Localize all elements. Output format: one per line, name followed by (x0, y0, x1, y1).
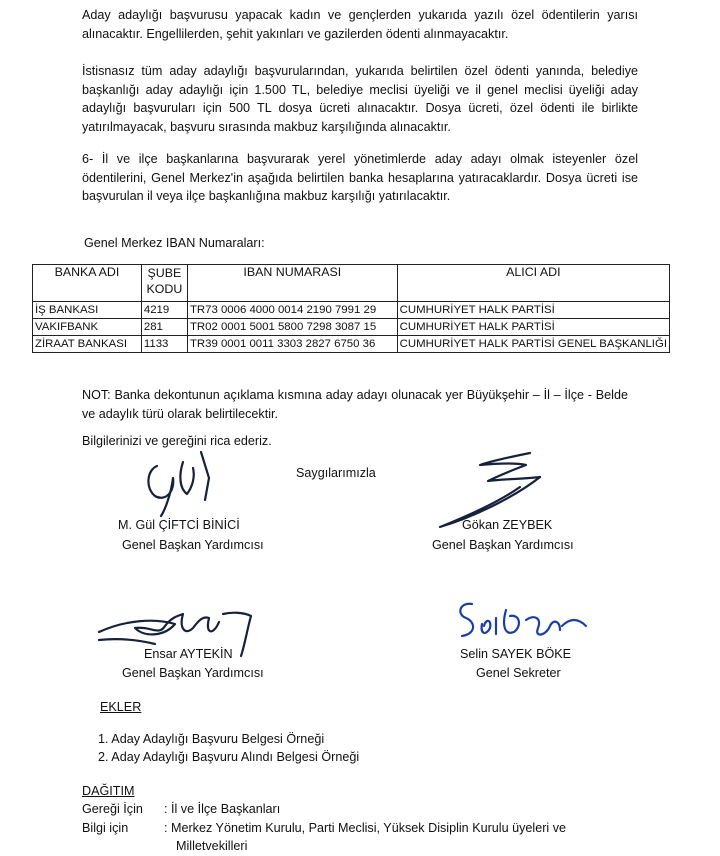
distribution-value-2: : Merkez Yönetim Kurulu, Parti Meclisi, Yüksek Disiplin Kurulu üyeleri ve (164, 821, 566, 835)
table-row (33, 319, 670, 336)
signatory-4-title: Genel Sekreter (476, 666, 561, 680)
cell-bank: ZİRAAT BANKASI (33, 336, 142, 353)
signatory-1-name: M. Gül ÇİFTCİ BİNİCİ (118, 518, 240, 532)
distribution-label-1: Gereği İçin (82, 802, 143, 816)
cell-iban: TR73 0006 4000 0014 2190 7991 29 (187, 302, 397, 319)
closing-text: Saygılarımızla (296, 466, 376, 480)
paragraph-bank-payment: 6- İl ve ilçe başkanlarına başvurarak yerel yönetimlerde aday adayı olmak isteyenler özel ödentilerini, Genel Merkez'in aşağıda belirtilen banka hesaplarına yatıracaklardır. Dosya ücreti ise başvurulan il veya ilçe başkanlığına makbuz karşılığı yatırılacaktır. (82, 152, 638, 203)
cell-iban: TR02 0001 5001 5800 7298 3087 15 (187, 319, 397, 336)
distribution-value-1: : İl ve İlçe Başkanları (164, 802, 281, 816)
note-text: NOT: Banka dekontunun açıklama kısmına aday adayı olunacak yer Büyükşehir – İl – İlçe - Belde ve adaylık türü olarak belirtilecektir. (82, 388, 628, 421)
distribution-label-2: Bilgi için (82, 821, 129, 835)
table-row (33, 302, 670, 319)
header-iban: IBAN NUMARASI (187, 265, 397, 302)
cell-branch: 4219 (141, 302, 187, 319)
signatory-1-title: Genel Başkan Yardımcısı (122, 538, 264, 552)
attachments-heading: EKLER (100, 700, 142, 714)
cell-branch: 281 (141, 319, 187, 336)
cell-branch: 1133 (141, 336, 187, 353)
header-bank: BANKA ADI (33, 265, 142, 302)
distribution-value-2-cont: Milletvekilleri (176, 839, 248, 853)
cell-receiver: CUMHURİYET HALK PARTİSİ GENEL BAŞKANLIĞI (397, 336, 669, 353)
table-row (33, 336, 670, 353)
signatory-2-name: Gökan ZEYBEK (462, 518, 553, 532)
header-receiver: ALICI ADI (397, 265, 669, 302)
iban-table-header (33, 265, 670, 302)
attachment-item-1: 1. Aday Adaylığı Başvuru Belgesi Örneği (98, 732, 325, 746)
distribution-heading: DAĞITIM (82, 784, 135, 798)
paragraph-women-youth: Aday adaylığı başvurusu yapacak kadın ve gençlerden yukarıda yazılı özel ödentilerin yarısı alınacaktır. Engellilerden, şehit yakınları ve gazilerden ödenti alınmayacaktır. (82, 8, 638, 41)
signature-sayek-boke (450, 596, 600, 646)
request-text: Bilgilerinizi ve gereğini rica ederiz. (82, 434, 272, 448)
cell-receiver: CUMHURİYET HALK PARTİSİ (397, 319, 669, 336)
signatory-3-title: Genel Başkan Yardımcısı (122, 666, 264, 680)
header-branch: ŞUBE KODU (141, 265, 187, 302)
attachment-item-2: 2. Aday Adaylığı Başvuru Alındı Belgesi Örneği (98, 750, 360, 764)
cell-receiver: CUMHURİYET HALK PARTİSİ (397, 302, 669, 319)
signature-ciftci-binici (135, 448, 225, 518)
paragraph-file-fee: İstisnasız tüm aday adaylığı başvurularından, yukarıda belirtilen özel ödenti yanında, belediye başkanlığı aday adaylığı için 1.500 TL, belediye meclisi üyeliği ve il genel meclisi üyeliği aday adaylığı başvuruları için 500 TL dosya ücreti alınacaktır. Dosya ücreti, özel ödenti ile birlikte yatırılmayacak, başvuru sırasında makbuz karşılığında alınacaktır. (82, 64, 638, 134)
iban-table (32, 264, 670, 353)
iban-title: Genel Merkez IBAN Numaraları: (84, 236, 265, 250)
signatory-3-name: Ensar AYTEKİN (144, 647, 233, 661)
cell-iban: TR39 0001 0011 3303 2827 6750 36 (187, 336, 397, 353)
signatory-2-title: Genel Başkan Yardımcısı (432, 538, 574, 552)
cell-bank: VAKIFBANK (33, 319, 142, 336)
signatory-4-name: Selin SAYEK BÖKE (460, 647, 572, 661)
cell-bank: İŞ BANKASI (33, 302, 142, 319)
